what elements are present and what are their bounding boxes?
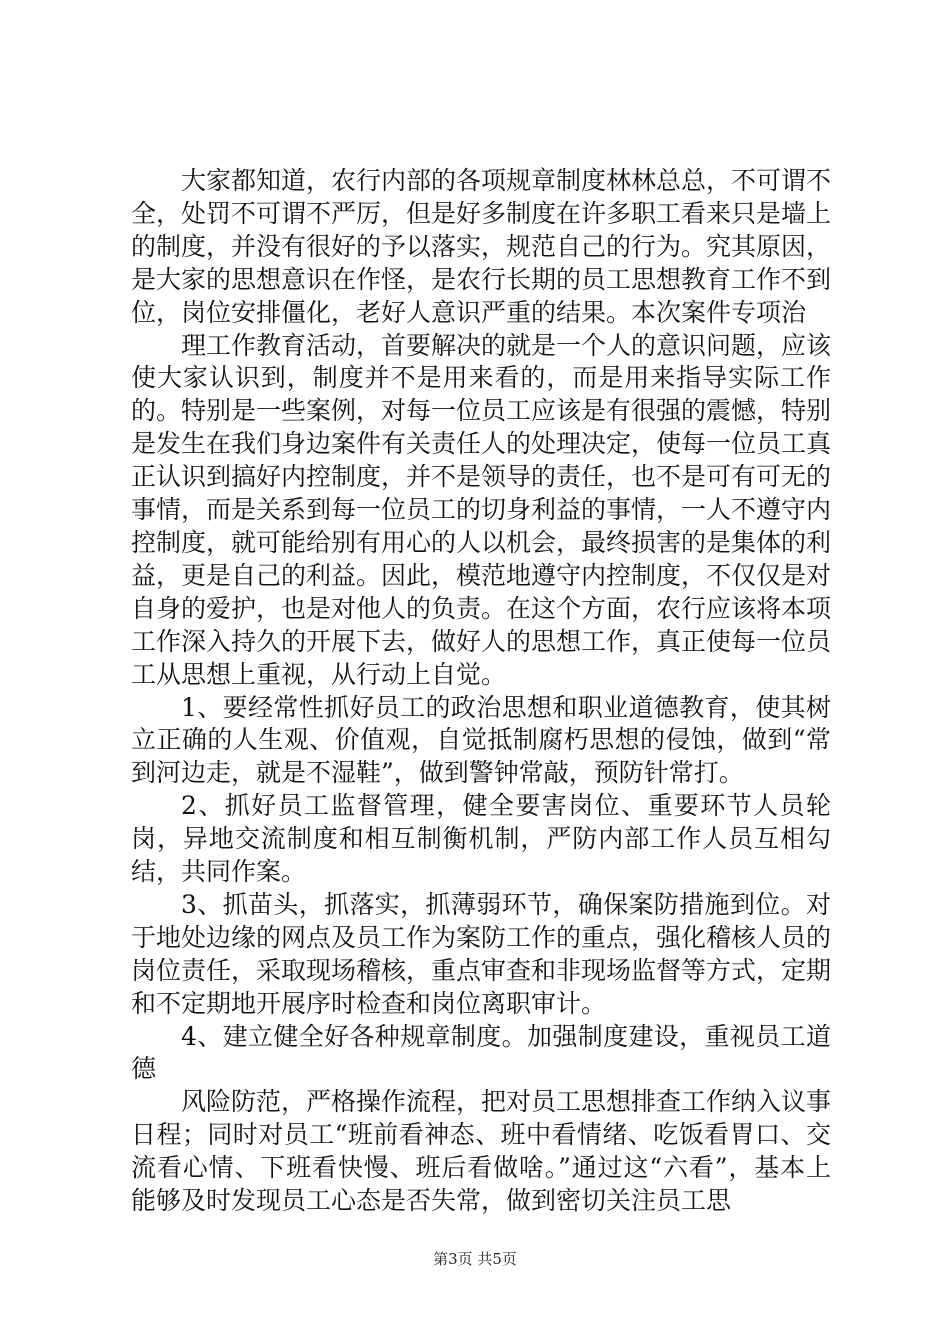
paragraph-4: 2、抓好员工监督管理，健全要害岗位、重要环节人员轮岗，异地交流制度和相互制衡机制，严防内部工作人员互相勾结，共同作案。 [131, 791, 831, 887]
paragraph-5: 3、抓苗头，抓落实，抓薄弱环节，确保案防措施到位。对于地处边缘的网点及员工作为案防工作的重点，强化稽核人员的岗位责任，采取现场稽核，重点审查和非现场监督等方式，定期和不定期地开展序时检查和岗位离职审计。 [131, 889, 832, 1018]
page-footer: 第3页 共5页 [433, 1250, 517, 1268]
paragraph-7: 风险防范，严格操作流程，把对员工思想排查工作纳入议事日程；同时对员工“班前看神态、班中看情绪、吃饭看胃口、交流看心情、下班看快慢、班后看做啥。”通过这“六看”，基本上能够及时发现员工心态是否失常，做到密切关注员工思 [131, 1087, 832, 1216]
paragraph-2: 理工作教育活动，首要解决的就是一个人的意识问题，应该使大家认识到，制度并不是用来看的，而是用来指导实际工作的。特别是一些案例，对每一位员工应该是有很强的震憾，特别是发生在我们身边案件有关责任人的处理决定，使每一位员工真正认识到搞好内控制度，并不是领导的责任，也不是可有可无的事情，而是关系到每一位员工的切身利益的事情，一人不遵守内控制度，就可能给别有用心的人以机会，最终损害的是集体的利益，更是自己的利益。因此，模范地遵守内控制度，不仅仅是对自身的爱护，也是对他人的负责。在这个方面，农行应该将本项工作深入持久的开展下去，做好人的思想工作，真正使每一位员工从思想上重视，从行动上自觉。 [131, 330, 832, 689]
paragraph-6: 4、建立健全好各种规章制度。加强制度建设，重视员工道德 [131, 1021, 831, 1084]
paragraph-1: 大家都知道，农行内部的各项规章制度林林总总，不可谓不全，处罚不可谓不严厉，但是好多制度在许多职工看来只是墙上的制度，并没有很好的予以落实，规范自己的行为。究其原因，是大家的思想意识在作怪，是农行长期的员工思想教育工作不到位，岗位安排僵化，老好人意识严重的结果。本次案件专项治 [131, 166, 832, 327]
paragraph-3: 1、要经常性抓好员工的政治思想和职业道德教育，使其树立正确的人生观、价值观，自觉抵制腐朽思想的侵蚀，做到“常到河边走，就是不湿鞋”，做到警钟常敲，预防针常打。 [131, 692, 831, 788]
document-body [131, 165, 831, 1218]
